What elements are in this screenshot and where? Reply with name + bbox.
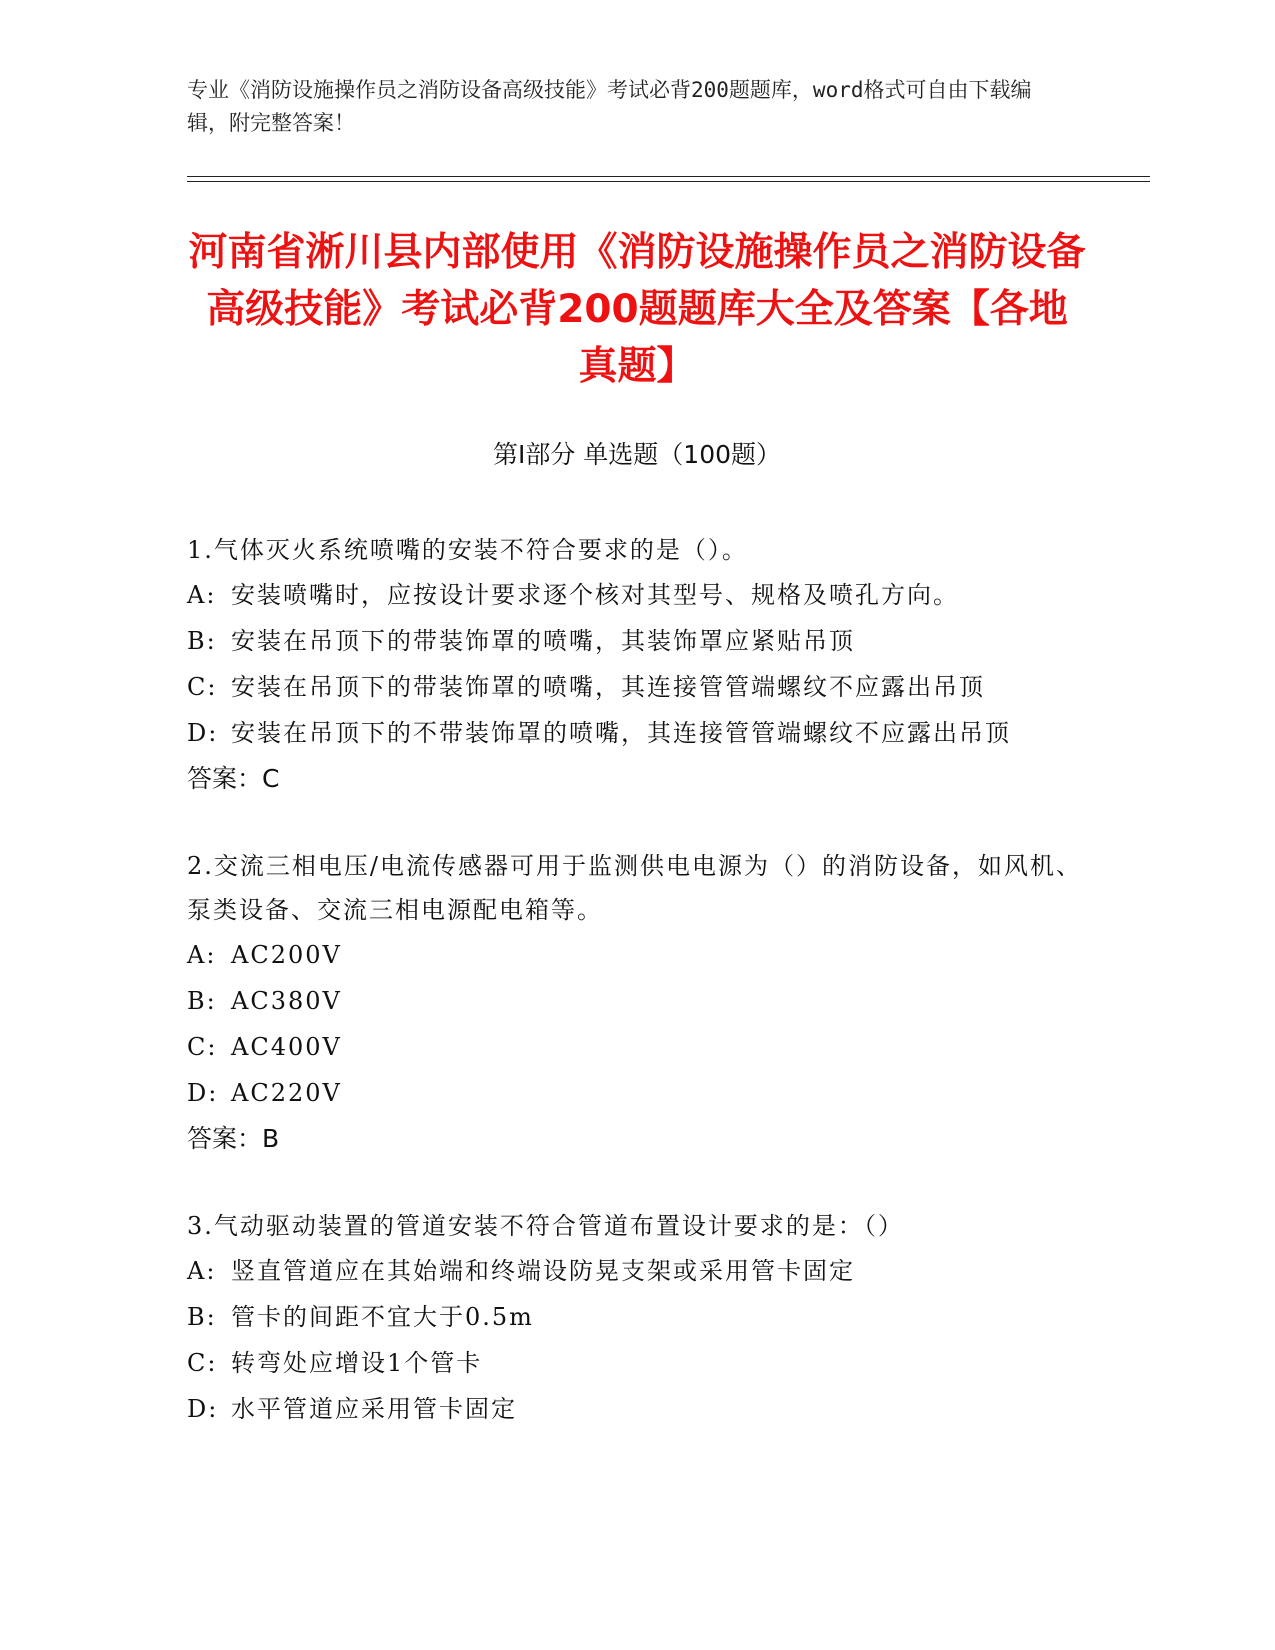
option-letter: A:: [187, 941, 217, 969]
header-rule-top: [187, 176, 1150, 177]
option-text: 转弯处应增设1个管卡: [231, 1349, 483, 1377]
option-text: 管卡的间距不宜大于0.5m: [231, 1303, 534, 1331]
option-b: [187, 618, 1087, 664]
option-c: [187, 1024, 1087, 1070]
question-stem: 2.交流三相电压/电流传感器可用于监测供电电源为（）的消防设备，如风机、泵类设备、交流三相电源配电箱等。: [187, 852, 1082, 924]
option-text: AC380V: [231, 987, 342, 1015]
answer: 答案：C: [187, 764, 280, 793]
question-list: [187, 528, 1087, 1474]
option-d: [187, 1386, 1087, 1432]
question-3: [187, 1204, 1087, 1432]
option-c: [187, 1340, 1087, 1386]
question-2: [187, 844, 1087, 1162]
option-letter: B:: [187, 1303, 217, 1331]
option-text: 安装在吊顶下的带装饰罩的喷嘴，其连接管管端螺纹不应露出吊顶: [231, 673, 985, 701]
option-b: [187, 978, 1087, 1024]
option-letter: A:: [187, 1257, 217, 1285]
option-letter: C:: [187, 1033, 218, 1061]
option-text: 安装在吊顶下的带装饰罩的喷嘴，其装饰罩应紧贴吊顶: [231, 627, 855, 655]
header-note: 专业《消防设施操作员之消防设备高级技能》考试必背200题题库，word格式可自由下载编辑，附完整答案！: [187, 78, 1032, 135]
section-title: 第Ⅰ部分 单选题（100题）: [492, 440, 782, 469]
option-text: 安装在吊顶下的不带装饰罩的喷嘴，其连接管管端螺纹不应露出吊顶: [231, 719, 1011, 747]
option-letter: C:: [187, 673, 218, 701]
option-d: [187, 710, 1087, 756]
option-a: [187, 932, 1087, 978]
question-stem: 1.气体灭火系统喷嘴的安装不符合要求的是（）。: [187, 536, 748, 564]
option-letter: B:: [187, 987, 217, 1015]
option-letter: A:: [187, 581, 217, 609]
document-title: 河南省淅川县内部使用《消防设施操作员之消防设备高级技能》考试必背200题题库大全及答案【各地真题】: [188, 230, 1086, 389]
option-letter: D:: [187, 719, 219, 747]
option-a: [187, 572, 1087, 618]
option-text: 竖直管道应在其始端和终端设防晃支架或采用管卡固定: [231, 1257, 855, 1285]
option-a: [187, 1248, 1087, 1294]
option-letter: C:: [187, 1349, 218, 1377]
option-text: 水平管道应采用管卡固定: [231, 1395, 517, 1423]
option-text: AC220V: [231, 1079, 342, 1107]
answer: 答案：B: [187, 1124, 280, 1153]
option-c: [187, 664, 1087, 710]
header-rule-bottom: [187, 181, 1150, 182]
option-d: [187, 1070, 1087, 1116]
question-1: [187, 528, 1087, 802]
option-text: AC200V: [231, 941, 342, 969]
option-letter: D:: [187, 1395, 219, 1423]
option-b: [187, 1294, 1087, 1340]
option-text: 安装喷嘴时，应按设计要求逐个核对其型号、规格及喷孔方向。: [231, 581, 959, 609]
option-text: AC400V: [231, 1033, 342, 1061]
option-letter: D:: [187, 1079, 219, 1107]
option-letter: B:: [187, 627, 217, 655]
question-stem: 3.气动驱动装置的管道安装不符合管道布置设计要求的是：（）: [187, 1212, 904, 1240]
